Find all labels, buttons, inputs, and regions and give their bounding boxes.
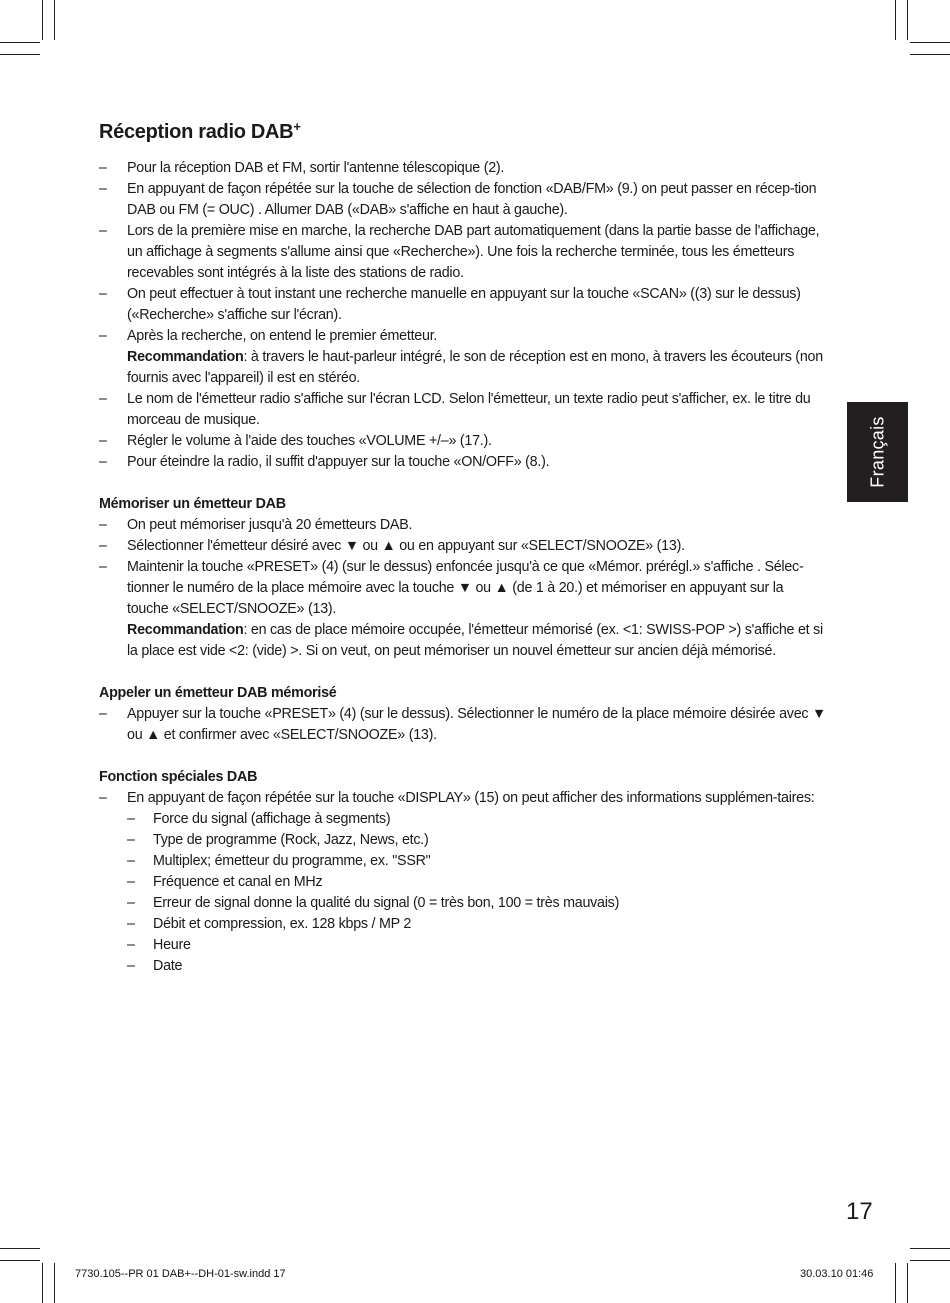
list-item: – En appuyant de façon répétée sur la touche de sélection de fonction «DAB/FM» (9.) on peut passer en récep-tion DAB ou FM (= OUC) . Allumer DAB («DAB» s'affiche en haut à gauche).	[99, 181, 817, 218]
sub-list-item: – Erreur de signal donne la qualité du signal (0 = très bon, 100 = très mauvais)	[127, 895, 620, 911]
section-heading-special: Fonction spéciales DAB	[99, 769, 258, 785]
list-item: – Pour la réception DAB et FM, sortir l'antenne télescopique (2).	[99, 160, 505, 176]
crop-mark	[910, 1248, 950, 1249]
crop-mark	[907, 1263, 908, 1303]
crop-mark	[895, 1263, 896, 1303]
recommendation-note: Recommandation: en cas de place mémoire occupée, l'émetteur mémorisé (ex. <1: SWISS-POP >) s'affiche et si la place est vide <2: (vide) >. Si on veut, on peut mémoriser un nouvel émetteur sur ancien déjà mémorisé.	[127, 622, 823, 659]
sub-list-item: – Multiplex; émetteur du programme, ex. "SSR"	[127, 853, 431, 869]
language-tab	[847, 402, 908, 502]
list-item: – On peut effectuer à tout instant une recherche manuelle en appuyant sur la touche «SCAN» ((3) sur le dessus) («Recherche» s'affiche sur l'écran).	[99, 286, 801, 323]
language-tab-label: Français	[867, 416, 887, 488]
special-sub-list	[127, 809, 826, 977]
list-item: – Lors de la première mise en marche, la recherche DAB part automatiquement (dans la partie basse de l'affichage, un affichage à segments s'allume ainsi que «Recherche»). Une fois la recherche terminée, tous les émetteurs recevables sont intégrés à la liste des stations de radio.	[99, 223, 820, 281]
sub-list-item: – Force du signal (affichage à segments)	[127, 811, 391, 827]
list-item: – Maintenir la touche «PRESET» (4) (sur le dessus) enfoncée jusqu'à ce que «Mémor. prérégl.» s'affiche . Sélec-tionner le numéro de la place mémoire avec la touche ▼ ou ▲ (de 1 à 20.) et mémoriser en appuyant sur la touche «SELECT/SNOOZE» (13). Recommandation: en cas de place mémoire occupée, l'émetteur mémorisé (ex. <1: SWISS-POP >) s'affiche et si la place est vide <2: (vide) >. Si on veut, on peut mémoriser un nouvel émetteur sur ancien déjà mémorisé.	[99, 557, 826, 662]
recall-list	[99, 704, 826, 746]
memorize-list	[99, 515, 826, 662]
crop-mark	[0, 1248, 40, 1249]
list-item: – Appuyer sur la touche «PRESET» (4) (sur le dessus). Sélectionner le numéro de la place mémoire désirée avec ▼ ou ▲ et confirmer avec «SELECT/SNOOZE» (13).	[99, 706, 826, 743]
crop-mark	[910, 42, 950, 43]
footer-timestamp: 30.03.10 01:46	[800, 1268, 874, 1280]
special-list	[99, 788, 826, 809]
list-item: – Après la recherche, on entend le premier émetteur. Recommandation: à travers le haut-parleur intégré, le son de réception est en mono, à travers les écouteurs (non fournis avec l'appareil) il est en stéréo.	[99, 326, 826, 389]
crop-mark	[910, 1260, 950, 1261]
page-title	[99, 118, 826, 146]
reception-list	[99, 158, 826, 473]
crop-mark	[54, 0, 55, 40]
crop-mark	[907, 0, 908, 40]
crop-mark	[54, 1263, 55, 1303]
crop-mark	[42, 1263, 43, 1303]
sub-list-item: – Type de programme (Rock, Jazz, News, etc.)	[127, 832, 429, 848]
crop-mark	[895, 0, 896, 40]
sub-list-item: – Débit et compression, ex. 128 kbps / MP 2	[127, 916, 412, 932]
sub-list-item: – Date	[127, 958, 183, 974]
crop-mark	[910, 54, 950, 55]
footer-filename: 7730.105--PR 01 DAB+--DH-01-sw.indd 17	[75, 1268, 286, 1280]
sub-list-item: – Heure	[127, 937, 191, 953]
section-heading-recall: Appeler un émetteur DAB mémorisé	[99, 685, 337, 701]
title-superscript: +	[293, 119, 301, 134]
page-number: 17	[846, 1198, 873, 1225]
title-text: Réception radio DAB	[99, 121, 294, 143]
list-item: – Le nom de l'émetteur radio s'affiche sur l'écran LCD. Selon l'émetteur, un texte radio peut s'afficher, ex. le titre du morceau de musique.	[99, 391, 811, 428]
sub-list-item: – Fréquence et canal en MHz	[127, 874, 323, 890]
crop-mark	[0, 42, 40, 43]
list-item: – Régler le volume à l'aide des touches «VOLUME +/–» (17.).	[99, 433, 492, 449]
list-item: – Pour éteindre la radio, il suffit d'appuyer sur la touche «ON/OFF» (8.).	[99, 454, 550, 470]
crop-mark	[0, 54, 40, 55]
page-content	[99, 118, 826, 977]
section-heading-memorize: Mémoriser un émetteur DAB	[99, 496, 286, 512]
recommendation-note: Recommandation: à travers le haut-parleur intégré, le son de réception est en mono, à travers les écouteurs (non fournis avec l'appareil) il est en stéréo.	[127, 349, 823, 386]
list-item: – On peut mémoriser jusqu'à 20 émetteurs DAB.	[99, 517, 413, 533]
list-item: – Sélectionner l'émetteur désiré avec ▼ ou ▲ ou en appuyant sur «SELECT/SNOOZE» (13).	[99, 538, 685, 554]
list-item: – En appuyant de façon répétée sur la touche «DISPLAY» (15) on peut afficher des informations supplémen-taires:	[99, 790, 815, 806]
crop-mark	[0, 1260, 40, 1261]
crop-mark	[42, 0, 43, 40]
